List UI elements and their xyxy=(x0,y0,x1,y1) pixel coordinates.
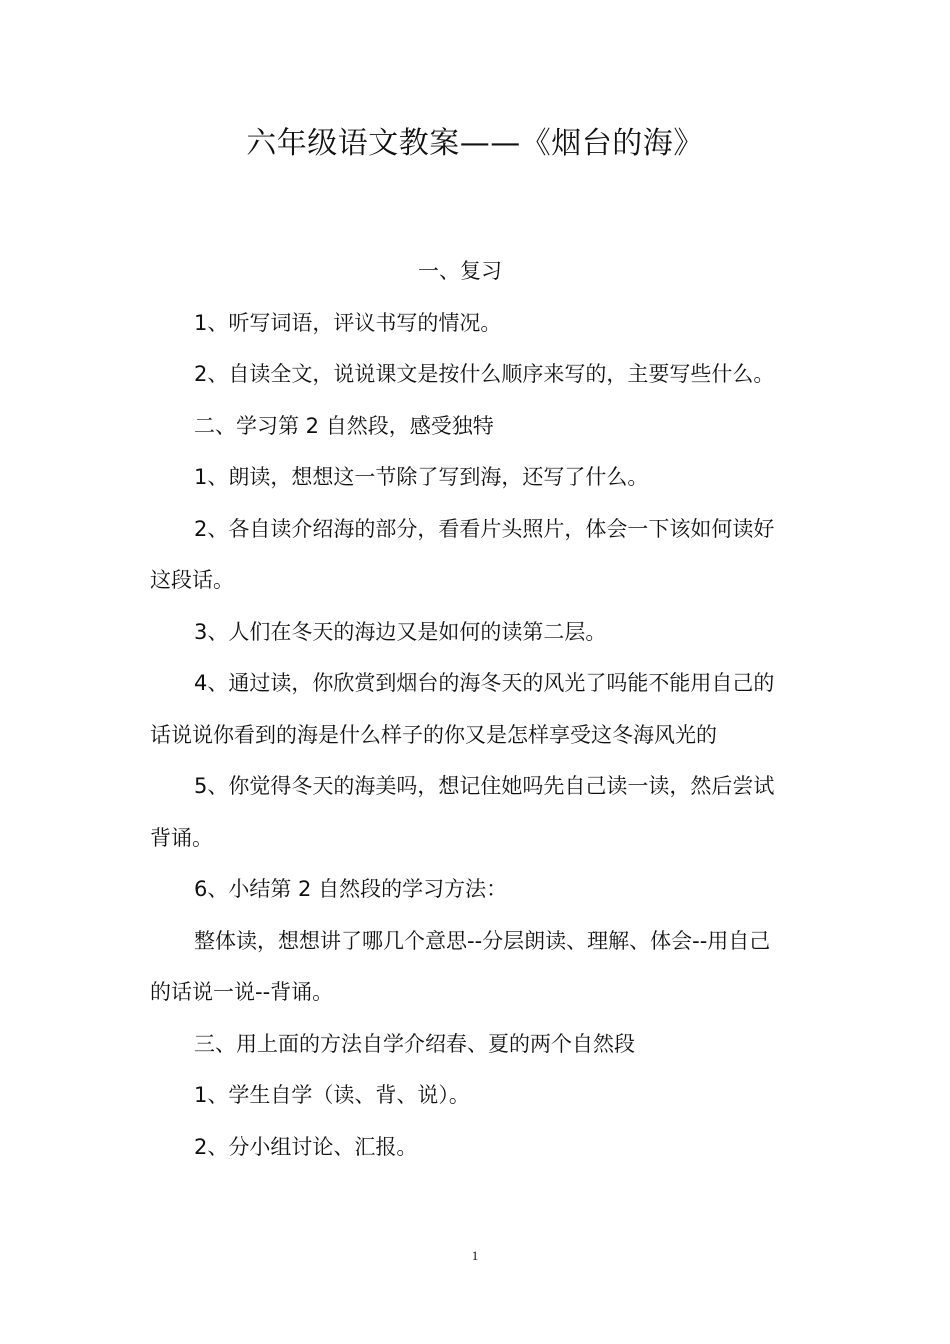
section-heading-study: 二、学习第 2 自然段，感受独特 xyxy=(194,413,494,438)
section-heading-self-study: 三、用上面的方法自学介绍春、夏的两个自然段 xyxy=(194,1031,635,1056)
paragraph: 1、听写词语，评议书写的情况。 xyxy=(194,310,502,335)
paragraph: 4、通过读，你欣赏到烟台的海冬天的风光了吗能不能用自己的话说说你看到的海是什么样子的你又是怎样享受这冬海风光的 xyxy=(150,671,775,747)
paragraph: 3、人们在冬天的海边又是如何的读第二层。 xyxy=(194,619,607,644)
paragraph: 整体读，想想讲了哪几个意思--分层朗读、理解、体会--用自己的话说一说--背诵。 xyxy=(150,928,771,1004)
page-number: 1 xyxy=(471,1248,479,1263)
paragraph: 2、分小组讨论、汇报。 xyxy=(194,1134,418,1159)
paragraph: 2、各自读介绍海的部分，看看片头照片，体会一下该如何读好这段话。 xyxy=(150,516,775,592)
paragraph: 2、自读全文，说说课文是按什么顺序来写的，主要写些什么。 xyxy=(194,362,775,386)
section-heading-review: 一、复习 xyxy=(418,259,502,283)
document-title: 六年级语文教案——《烟台的海》 xyxy=(246,126,704,161)
paragraph: 1、朗读，想想这一节除了写到海，还写了什么。 xyxy=(194,465,649,489)
document-body xyxy=(150,246,790,1173)
paragraph: 1、学生自学（读、背、说）。 xyxy=(194,1083,470,1107)
paragraph: 5、你觉得冬天的海美吗，想记住她吗先自己读一读，然后尝试背诵。 xyxy=(150,774,775,850)
paragraph: 6、小结第 2 自然段的学习方法： xyxy=(194,877,508,901)
